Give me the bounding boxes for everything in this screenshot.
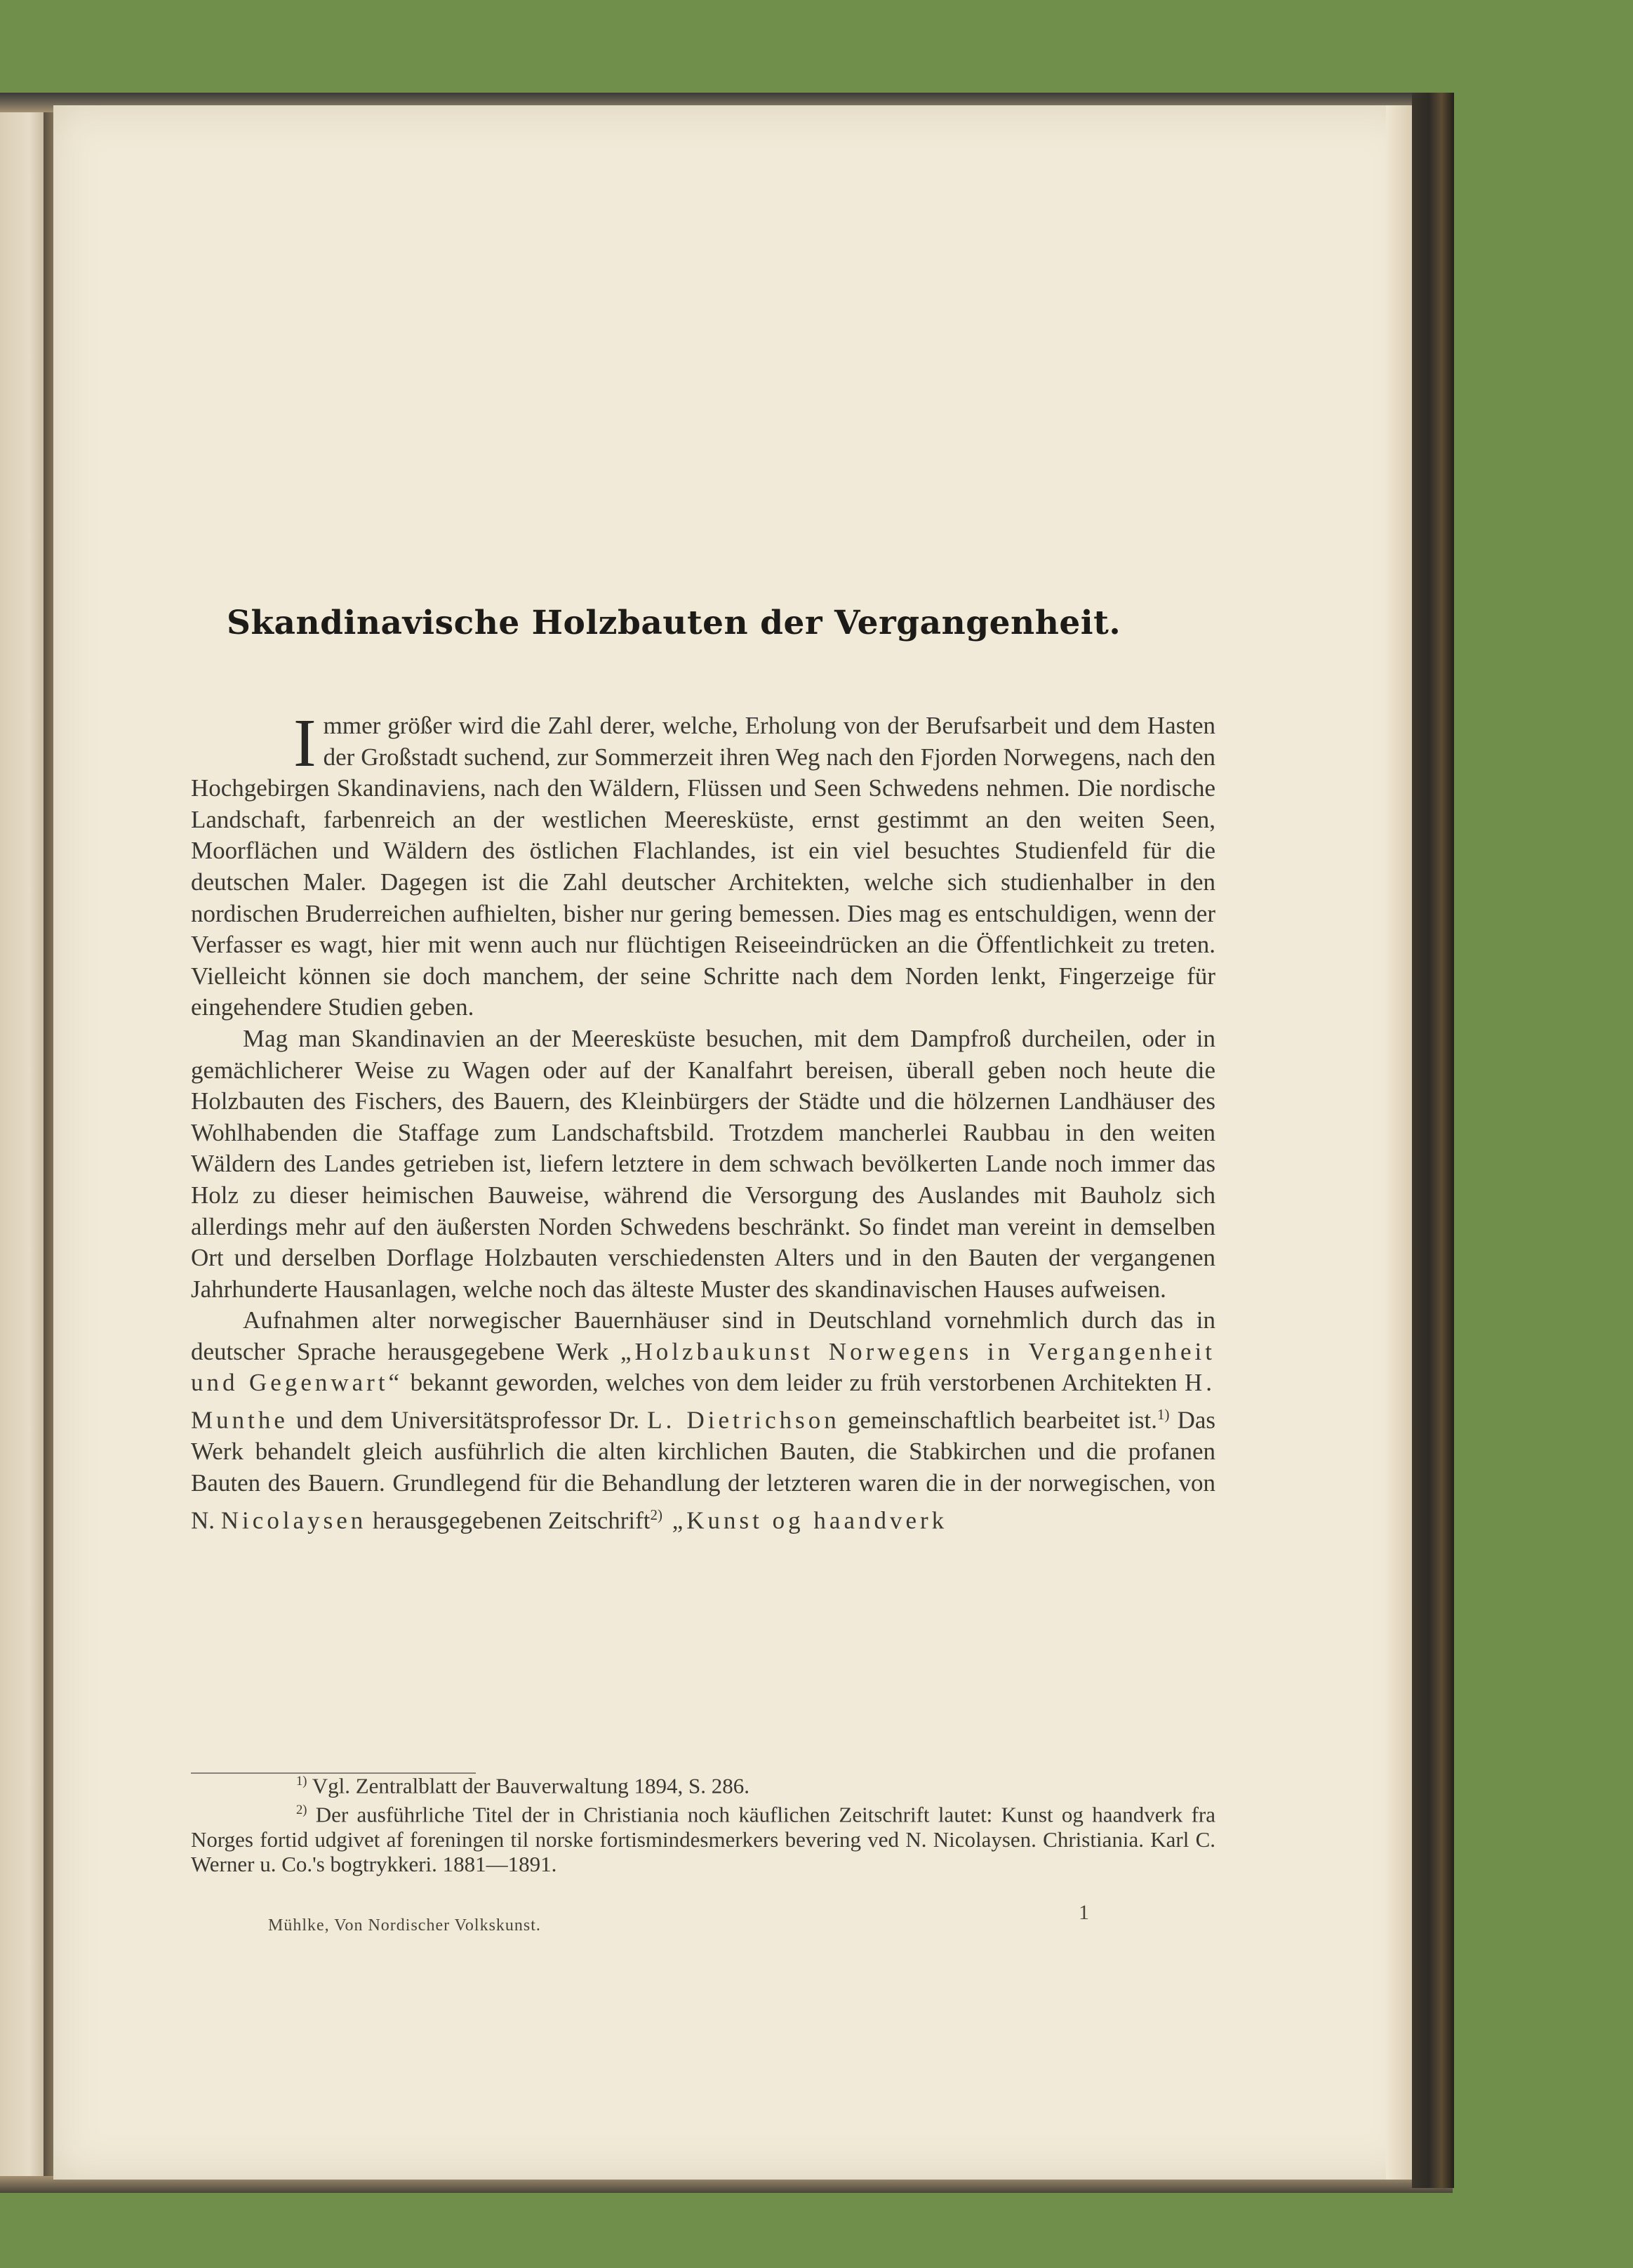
footnotes	[191, 1769, 1215, 1876]
footnote-1	[191, 1769, 1215, 1798]
paragraph-3-text: Das Werk behandelt gleich ausführlich die alten kirchlichen Bauten, die Stabkirchen und die profanen Bauten des Bauern. Grundlegend für die Behandlung der letzteren waren die in der norwegischen, von N.	[191, 1406, 1215, 1534]
paragraph-3-text: herausgegebenen Zeitschrift	[366, 1506, 651, 1534]
paragraph-3-text: Aufnahmen alter norwegischer Bauernhäuser sind in Deutschland vornehmlich durch das in deutscher Sprache herausgegebene Werk	[191, 1306, 1215, 1365]
paragraph-3-text: und dem Universitätsprofessor Dr.	[288, 1406, 648, 1434]
page-fore-edge	[1386, 105, 1414, 2180]
footnote-text: Vgl. Zentralblatt der Bauverwaltung 1894, S. 286.	[307, 1773, 750, 1798]
signature-line: Mühlke, Von Nordischer Volkskunst.	[268, 1916, 541, 1935]
editor-name: Nicolaysen	[220, 1506, 367, 1534]
paragraph-3-text: bekannt geworden, welches von dem leider zu früh verstorbenen Architekten	[403, 1369, 1185, 1397]
work-title: „Holzbaukunst Norwegens in Vergangenheit und Gegenwart“	[191, 1337, 1215, 1397]
journal-title: „Kunst og haandverk	[662, 1506, 948, 1534]
footnote-ref: 1)	[1157, 1406, 1170, 1424]
paragraph-1	[191, 705, 1215, 1023]
paragraph-2: Mag man Skandinavien an der Meeresküste besuchen, mit dem Dampfroß durcheilen, oder in gemächlicherer Weise zu Wagen oder auf der Kanalfahrt bereisen, überall geben noch heute die Holzbauten des Fischers, des Bauern, des Kleinbürgers der Städte und die hölzernen Landhäuser des Wohlhabenden die Staffage zum Landschaftsbild. Trotzdem mancherlei Raubbau in den weiten Wäldern des Landes getrieben ist, liefern letztere in dem schwach bevölkerten Lande noch immer das Holz zu dieser heimischen Bauweise, während die Versorgung des Auslandes mit Bauholz sich allerdings mehr auf den äußersten Norden Schwedens beschränkt. So findet man vereint in demselben Ort und derselben Dorflage Holzbauten verschiedensten Alters und in den Bauten der vergangenen Jahrhunderte Hausanlagen, welche noch das älteste Muster des skandinavischen Hauses aufweisen.	[191, 1024, 1215, 1303]
paragraph-3	[191, 1305, 1215, 1536]
left-page-edge	[0, 105, 49, 2183]
footnote-mark: 1)	[296, 1774, 307, 1789]
paragraph-3-text: gemeinschaftlich bearbeitet ist.	[839, 1406, 1157, 1434]
author-name: L. Dietrichson	[647, 1406, 840, 1434]
book-cover-right	[1412, 93, 1454, 2188]
drop-cap: I	[293, 705, 316, 781]
footnote-2	[191, 1798, 1215, 1876]
footnote-mark: 2)	[296, 1803, 307, 1818]
body-text	[191, 705, 1215, 1537]
page-footer	[191, 1901, 1215, 1943]
page-number: 1	[1079, 1901, 1089, 1924]
footnote-ref: 2)	[650, 1506, 662, 1523]
footnote-text: Der ausführliche Titel der in Christiania noch käuflichen Zeitschrift lautet: Kunst og haandverk fra Norges fortid udgivet af foreningen til norske fortismindesmerkers bevering ved N. Nicolaysen. Christiania. Karl C. Werner u. Co.'s bogtrykkeri. 1881—1891.	[191, 1802, 1215, 1876]
paragraph-1-text: mmer größer wird die Zahl derer, welche, Erholung von der Berufsarbeit und dem Hasten der Großstadt suchend, zur Sommerzeit ihren Weg nach den Fjorden Norwegens, nach den Hochgebirgen Skandinaviens, nach den Wäldern, Flüssen und Seen Schwedens nehmen. Die nordische Landschaft, farbenreich an der westlichen Meeresküste, ernst gestimmt an den weiten Seen, Moorflächen und Wäldern des östlichen Flachlandes, ist ein viel besuchtes Studienfeld für die deutschen Maler. Dagegen ist die Zahl deutscher Architekten, welche sich studienhalber in den nordischen Bruderreichen aufhielten, bisher nur gering bemessen. Dies mag es entschuldigen, wenn der Verfasser es wagt, hier mit wenn auch nur flüchtigen Reiseeindrücken an die Öffentlichkeit zu treten. Vielleicht können sie doch manchem, der seine Schritte nach dem Norden lenkt, Fingerzeige für eingehendere Studien geben.	[191, 712, 1215, 1021]
chapter-title: Skandinavische Holzbauten der Vergangenheit.	[227, 604, 1121, 642]
author-name: H. Munthe	[191, 1369, 1215, 1434]
